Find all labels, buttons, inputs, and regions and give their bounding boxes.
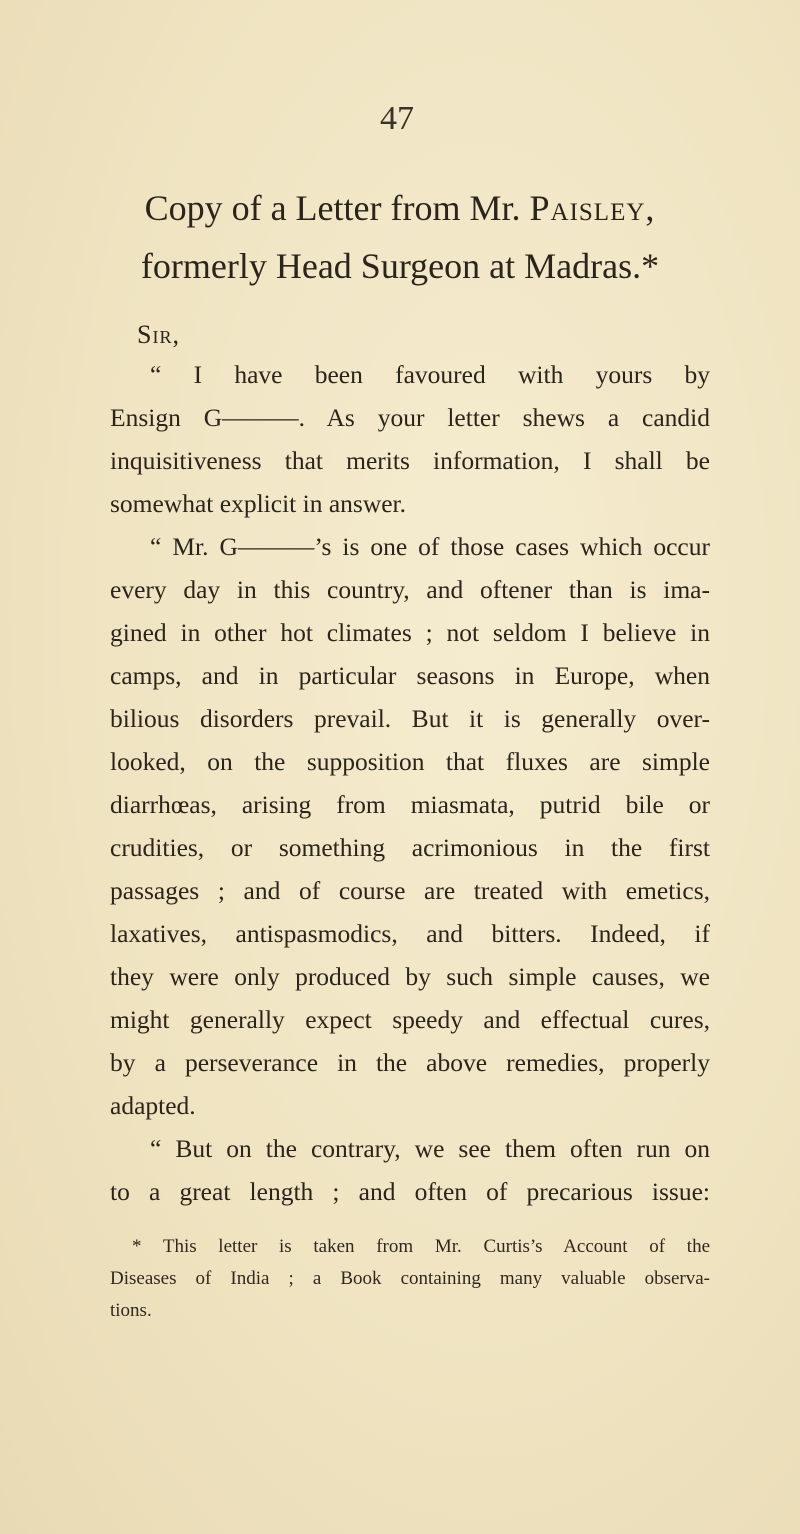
body-line: camps, and in particular seasons in Europe, when [110, 661, 710, 690]
body-line: they were only produced by such simple causes, we [110, 962, 710, 991]
letter-heading-line-1 [70, 190, 730, 226]
body-line: Ensign G———. As your letter shews a candid [110, 403, 710, 432]
body-line: to a great length ; and often of precarious issue: [110, 1177, 710, 1206]
body-line: looked, on the supposition that fluxes are simple [110, 747, 710, 776]
page-number: 47 [380, 100, 414, 137]
body-line: “ I have been favoured with yours by [150, 360, 710, 389]
body-line: might generally expect speedy and effectual cures, [110, 1005, 710, 1034]
body-line: “ But on the contrary, we see them often run on [150, 1134, 710, 1163]
body-line: diarrhœas, arising from miasmata, putrid bile or [110, 790, 710, 819]
body-line: crudities, or something acrimonious in the first [110, 833, 710, 862]
footnote-line: * This letter is taken from Mr. Curtis’s Account of the [132, 1236, 710, 1257]
footnote-line: Diseases of India ; a Book containing many valuable observa- [110, 1268, 710, 1289]
footnote-line: tions. [110, 1300, 152, 1321]
body-line: somewhat explicit in answer. [110, 489, 407, 518]
letter-heading-line-2: formerly Head Surgeon at Madras.* [140, 246, 660, 286]
heading-prefix: Copy of a Letter from Mr. [144, 188, 530, 228]
body-line: passages ; and of course are treated with emetics, [110, 876, 710, 905]
body-line: “ Mr. G———’s is one of those cases which occur [150, 532, 710, 561]
body-line: by a perseverance in the above remedies, properly [110, 1048, 710, 1077]
body-line: bilious disorders prevail. But it is generally over- [110, 704, 710, 733]
body-line: gined in other hot climates ; not seldom I believe in [110, 618, 710, 647]
salutation: Sir, [137, 320, 180, 349]
body-line: inquisitiveness that merits information, I shall be [110, 446, 710, 475]
heading-name: Paisley, [529, 188, 656, 228]
body-line: laxatives, antispasmodics, and bitters. Indeed, if [110, 919, 710, 948]
body-line: adapted. [110, 1091, 196, 1120]
body-line: every day in this country, and oftener than is ima- [110, 575, 710, 604]
